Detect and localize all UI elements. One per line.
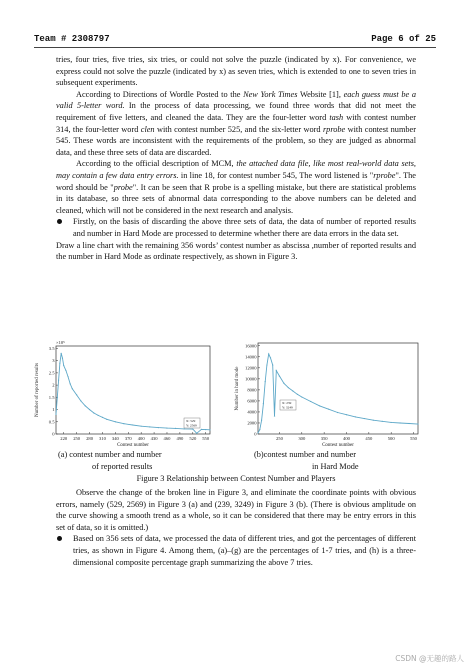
bullet-text: Based on 356 sets of data, we processed the data of different tries, and got the percentages of different tries, as shown in Figure 4. Among them, (a)–(g) are the percentages of 1-7 tries, and (h) is a three-dimensional composite percentage graph summarizing the above 7 tries. xyxy=(73,534,416,567)
data-point xyxy=(263,403,264,404)
p2-text: Website [1], xyxy=(297,89,344,99)
data-point xyxy=(257,432,258,433)
data-point xyxy=(98,415,99,416)
y-tick-label: 6000 xyxy=(247,398,257,404)
paragraph-1: tries, four tries, five tries, six tries, or could not solve the puzzle (indicated by x). For convenience, we express could not solve the puzzle (indicated by x) as seven tries, which is extended to one to seven tries in subsequent experiments. xyxy=(56,55,416,88)
data-point xyxy=(55,414,56,415)
nyt-title: New York Times xyxy=(243,89,298,99)
y-tick-label: 2 xyxy=(52,382,55,388)
y-tick-label: 3 xyxy=(52,358,55,364)
plot-frame xyxy=(258,343,418,434)
data-point xyxy=(259,429,260,430)
x-tick-label: 300 xyxy=(298,436,306,441)
data-point xyxy=(268,353,269,354)
header-rule xyxy=(34,47,436,48)
data-point xyxy=(63,365,64,366)
p3-text: in line 18, for contest number 545, The word listened is " xyxy=(178,170,374,180)
data-point xyxy=(166,428,167,429)
data-point xyxy=(288,387,289,388)
data-point xyxy=(89,409,90,410)
paragraph-4: Draw a line chart with the remaining 356 words’ contest number as abscissa ,number of reported results and the number in Hard Mode as ordinate respectively, as shown in Figure 3. xyxy=(56,240,416,262)
p2-text: According to Directions of Wordle Posted to the xyxy=(76,89,244,99)
x-tick-label: 250 xyxy=(73,436,81,441)
x-axis-label: Contest number xyxy=(322,443,354,448)
caption-b xyxy=(254,449,404,472)
data-point xyxy=(72,388,73,389)
y-tick-label: 0.5 xyxy=(48,419,55,425)
y-tick-label: 0 xyxy=(254,431,257,437)
chart-hard-mode xyxy=(234,338,422,450)
data-point xyxy=(272,364,273,365)
data-point xyxy=(58,380,59,381)
x-tick-label: 340 xyxy=(111,436,119,441)
data-point xyxy=(364,418,365,419)
data-point xyxy=(175,428,176,429)
data-point xyxy=(184,428,185,429)
y-tick-label: 0 xyxy=(52,431,55,437)
data-point xyxy=(292,390,293,391)
paragraph-5: Observe the change of the broken line in Figure 3, and eliminate the coordinate points with obvious errors, namely (529, 2569) in Figure 3 (a) and (239, 3249) in Figure 3 (b). (There is obvious amplitude on the curve showing a smooth trend as a whole, so it can be considered that there may be entry errors in this set of data, so it is omitted.) xyxy=(56,488,416,532)
caption-a-line1: (a) contest number and number xyxy=(58,450,162,459)
y-tick-label: 8000 xyxy=(247,387,257,393)
data-point xyxy=(337,412,338,413)
annotation-x: X: 529 xyxy=(186,419,196,423)
x-tick-label: 280 xyxy=(86,436,93,441)
x-tick-label: 490 xyxy=(176,436,184,441)
data-point xyxy=(408,423,409,424)
paragraph-3 xyxy=(56,158,416,216)
word-tash: tash xyxy=(329,112,344,122)
data-point xyxy=(301,396,302,397)
data-point xyxy=(158,427,159,428)
word-rprobe: rprobe xyxy=(322,124,346,134)
x-tick-label: 520 xyxy=(189,436,197,441)
page-number: Page 6 of 25 xyxy=(371,34,436,44)
caption-b-line2: in Hard Mode xyxy=(312,461,359,471)
y-tick-label: 1.5 xyxy=(48,394,55,400)
x-tick-label: 430 xyxy=(150,436,158,441)
annotation-y: Y: 2569 xyxy=(186,423,197,428)
data-point xyxy=(400,422,401,423)
data-point xyxy=(123,423,124,424)
x-tick-label: 550 xyxy=(202,436,210,441)
chart-reported-results xyxy=(34,338,216,450)
data-point xyxy=(80,400,81,401)
x-tick-label: 460 xyxy=(163,436,171,441)
bullet-text: Firstly, on the basis of discarding the above three sets of data, the data of number of reported results and number in Hard Mode are processed to determine whether there are data errors in the data set. xyxy=(73,217,416,238)
x-tick-label: 250 xyxy=(276,436,283,441)
y-tick-label: 10000 xyxy=(245,376,257,382)
data-point xyxy=(209,429,210,430)
data-point xyxy=(391,422,392,423)
p2-text: In the process of data processing, we found three words that did not meet the requirement of five letters, and cleaned the data. They are the four-letter word xyxy=(56,101,416,122)
p3-italic: the attached data file, like most real-world data sets, may contain a few data entry errors. xyxy=(56,159,417,180)
bullet-dot-icon xyxy=(57,219,62,224)
word-rprobe: rprobe xyxy=(373,170,396,180)
data-point xyxy=(328,409,329,410)
x-tick-label: 450 xyxy=(365,436,373,441)
figure-3 xyxy=(34,338,434,450)
bullet-item-1 xyxy=(56,216,416,239)
data-point xyxy=(149,426,150,427)
data-point xyxy=(382,421,383,422)
data-point xyxy=(297,394,298,395)
data-point xyxy=(102,417,103,418)
data-point xyxy=(310,401,311,402)
caption-b-line1: (b)contest number and number xyxy=(254,450,357,459)
data-point xyxy=(276,370,277,371)
x-axis-label: Contest number xyxy=(117,443,149,448)
data-point xyxy=(270,357,271,358)
y-multiplier-label: ×10⁵ xyxy=(56,340,65,345)
data-point xyxy=(346,414,347,415)
team-number: Team # 2308797 xyxy=(34,34,110,44)
data-point xyxy=(67,376,68,377)
watermark: CSDN @无趣的路人 xyxy=(395,654,464,663)
p3-text: According to the official description of MCM, xyxy=(76,159,237,169)
data-point xyxy=(115,421,116,422)
data-point xyxy=(261,420,262,421)
body-text-bottom xyxy=(56,487,416,568)
caption-a xyxy=(58,449,208,472)
x-tick-label: 370 xyxy=(124,436,132,441)
body-text-top xyxy=(56,54,416,263)
y-tick-label: 3.5 xyxy=(48,345,55,351)
figure-caption: Figure 3 Relationship between Contest Number and Players xyxy=(136,474,336,483)
y-tick-label: 4000 xyxy=(247,409,257,415)
data-point xyxy=(62,358,63,359)
y-tick-label: 12000 xyxy=(245,365,257,371)
data-point xyxy=(132,424,133,425)
bullet-item-2 xyxy=(56,533,416,568)
data-point xyxy=(205,429,206,430)
data-point xyxy=(59,363,60,364)
data-point xyxy=(355,416,356,417)
data-point xyxy=(274,415,275,416)
data-point xyxy=(201,429,202,430)
x-tick-label: 500 xyxy=(387,436,395,441)
x-tick-label: 350 xyxy=(320,436,328,441)
x-tick-label: 400 xyxy=(343,436,350,441)
p3-text: ". It can be seen that R probe is a spelling mistake, but there are statistical problems in its database, so three sets of abnormal data corresponding to the above numbers can be deleted and cleaned, which will not be considered in the next research and analysis. xyxy=(56,182,416,215)
data-point xyxy=(70,383,71,384)
paragraph-2 xyxy=(56,89,416,159)
y-axis-label: Number of reported results xyxy=(35,362,40,418)
data-point xyxy=(196,433,197,434)
data-point xyxy=(65,370,66,371)
data-point xyxy=(61,353,62,354)
p2-text: with contest number 314, the four-letter word xyxy=(56,112,416,134)
word-probe: probe xyxy=(113,182,133,192)
data-point xyxy=(279,375,280,376)
y-axis-label: Number in hard mode xyxy=(235,366,240,411)
bullet-dot-icon xyxy=(57,536,62,541)
y-tick-label: 14000 xyxy=(245,354,257,360)
data-point xyxy=(417,423,418,424)
data-point xyxy=(373,420,374,421)
y-tick-label: 2.5 xyxy=(48,370,55,376)
p2-italic: each guess must be a valid 5-letter word. xyxy=(56,89,416,111)
annotation-y: Y: 3249 xyxy=(282,405,293,410)
data-point xyxy=(76,394,77,395)
p2-text: with contest number 545. These words are inconsistent with the requirements of the problem, so they are judged as abnormal data, and these three sets of data are discarded. xyxy=(56,124,417,157)
x-tick-label: 220 xyxy=(60,436,68,441)
data-point xyxy=(192,429,193,430)
x-tick-label: 310 xyxy=(99,436,106,441)
x-tick-label: 550 xyxy=(410,436,417,441)
caption-a-line2: of reported results xyxy=(92,461,153,471)
data-point xyxy=(141,426,142,427)
data-point xyxy=(266,364,267,365)
y-tick-label: 2000 xyxy=(247,420,257,426)
word-clen: clen xyxy=(140,124,155,134)
p2-text: with contest number 525, and the six-letter word xyxy=(154,124,323,134)
data-point xyxy=(265,381,266,382)
data-point xyxy=(85,405,86,406)
y-tick-label: 1 xyxy=(52,407,55,413)
data-point xyxy=(283,383,284,384)
annotation-x: X: 239 xyxy=(282,401,292,405)
page-header xyxy=(34,34,436,46)
data-point xyxy=(319,405,320,406)
y-tick-label: 16000 xyxy=(245,343,257,349)
data-point xyxy=(57,397,58,398)
data-point xyxy=(93,412,94,413)
data-point xyxy=(106,419,107,420)
x-tick-label: 400 xyxy=(137,436,145,441)
p3-text: ". The word should be " xyxy=(56,170,416,192)
